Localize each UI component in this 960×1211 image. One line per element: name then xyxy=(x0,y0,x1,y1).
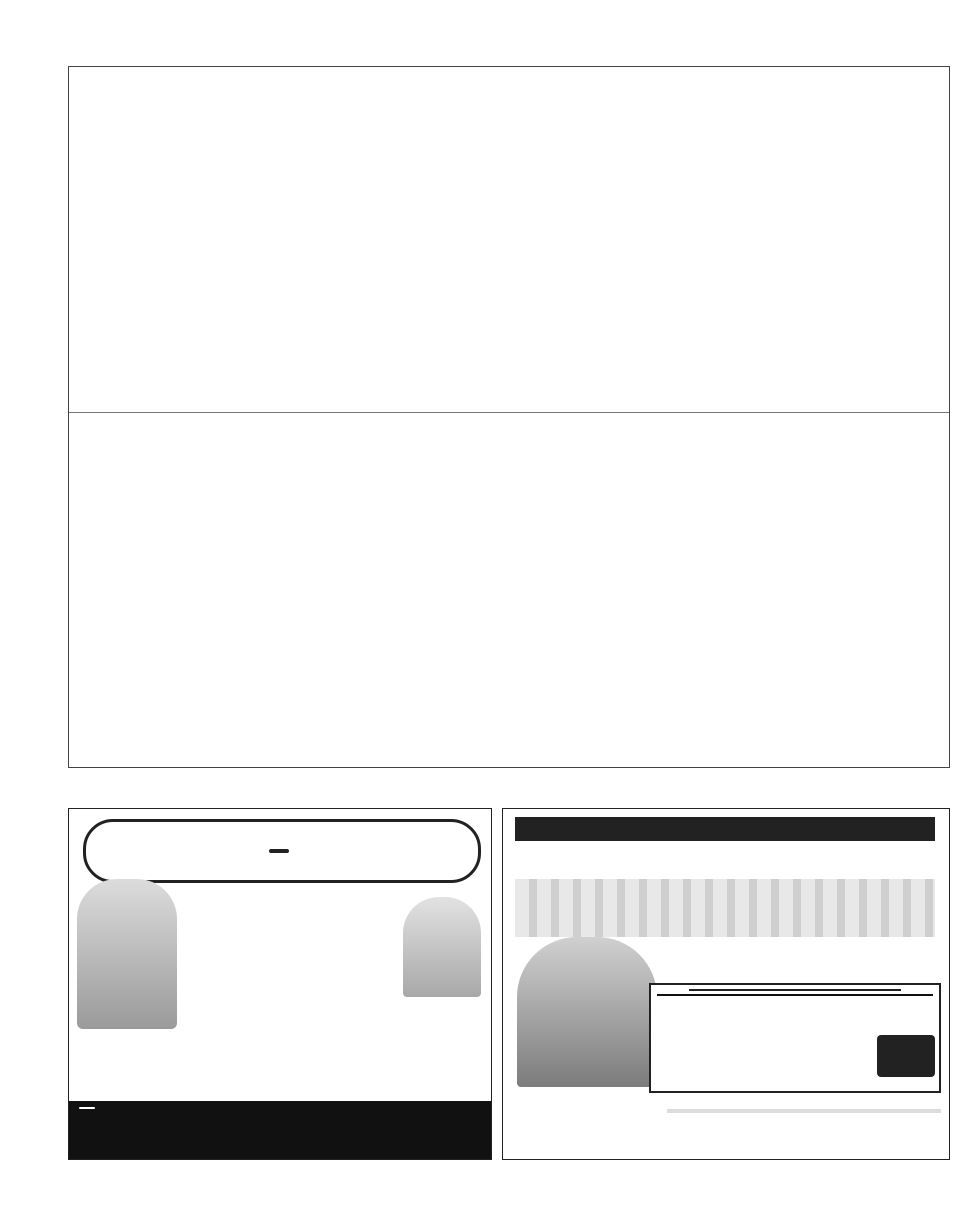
seminar-theme xyxy=(657,994,933,996)
seminar-title xyxy=(689,989,901,991)
contact-bar xyxy=(69,1101,491,1159)
news-row-bottom xyxy=(69,413,949,767)
monthly-badge xyxy=(877,1035,935,1077)
lily-photo xyxy=(515,879,935,937)
confidential-badge xyxy=(79,1107,95,1109)
news-digest xyxy=(68,66,950,768)
banner-highlight xyxy=(269,849,289,853)
news-row-top xyxy=(69,67,949,413)
counselor-photo xyxy=(403,897,481,997)
seminar-box xyxy=(649,983,941,1093)
ad-banner xyxy=(83,819,481,883)
ad-banner xyxy=(515,817,935,841)
insurance-note xyxy=(667,1109,941,1113)
counseling-ad xyxy=(502,808,950,1160)
page-footer xyxy=(48,1168,54,1189)
man-photo xyxy=(77,879,177,1029)
counselor-photo xyxy=(517,937,657,1087)
anger-management-ad xyxy=(68,808,492,1160)
